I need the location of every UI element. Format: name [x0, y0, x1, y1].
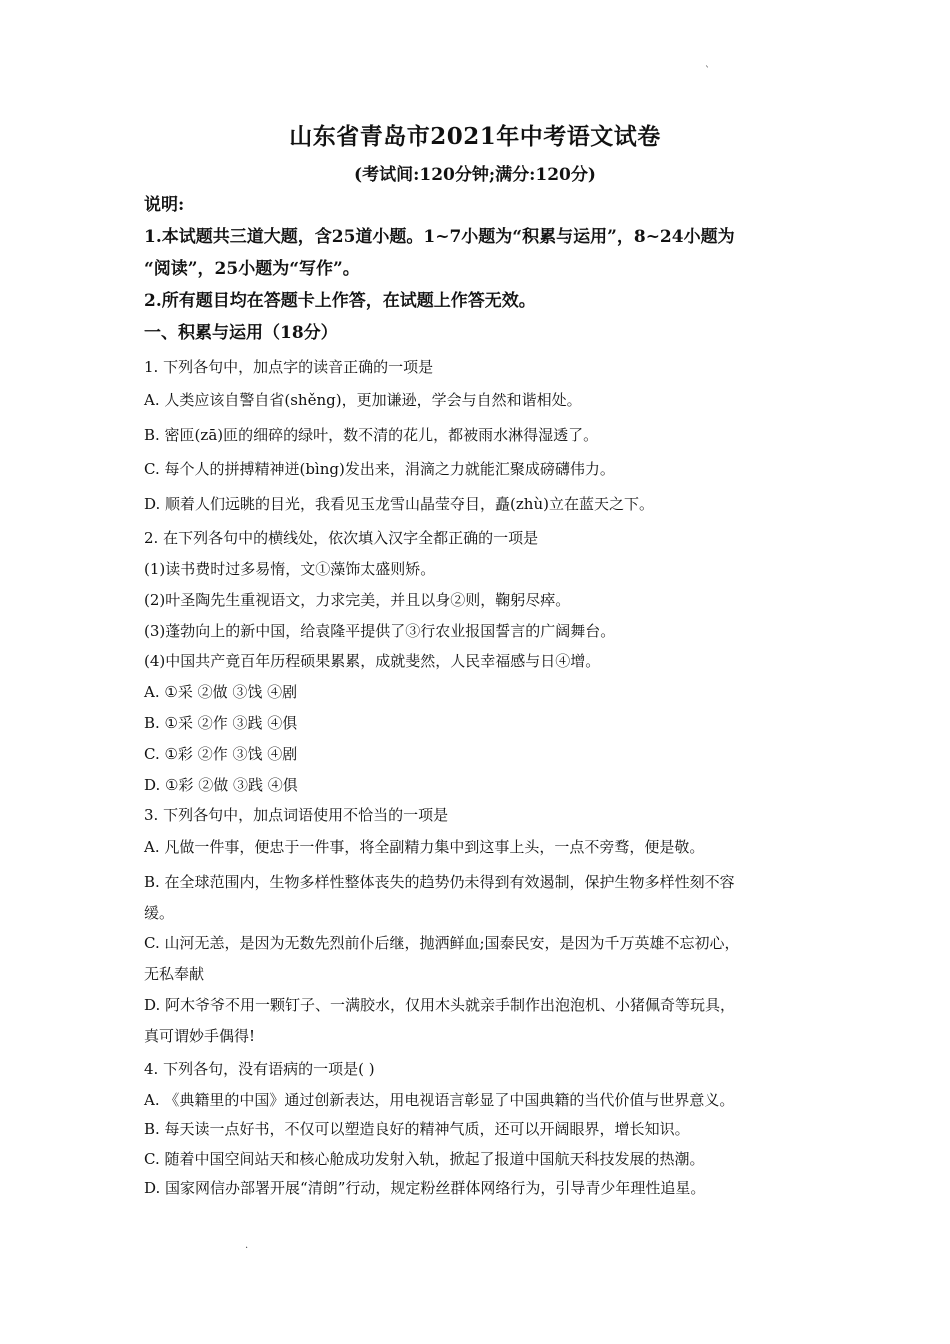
answer-option: A. 凡做一件事，便忠于一件事，将全副精力集中到这事上头，一点不旁骛，便是敬。 — [144, 838, 705, 856]
question-stem: 2. 在下列各句中的横线处，依次填入汉字全都正确的一项是 — [144, 529, 539, 547]
answer-option: B. 密匝(zā)匝的细碎的绿叶，数不清的花儿，都被雨水淋得湿透了。 — [144, 426, 599, 444]
top-mark: ` — [705, 66, 710, 77]
exam-title: 山东省青岛市2021年中考语文试卷 — [289, 123, 661, 150]
answer-option: D. 顺着人们远眺的目光，我看见玉龙雪山晶莹夺目，矗(zhù)立在蓝天之下。 — [144, 495, 654, 513]
instructions-heading: 说明: — [144, 195, 185, 215]
answer-option: D. ①彩 ②做 ③践 ④俱 — [144, 776, 298, 794]
answer-option: B. 每天读一点好书，不仅可以塑造良好的精神气质，还可以开阔眼界，增长知识。 — [144, 1120, 690, 1138]
answer-option: C. 山河无恙，是因为无数先烈前仆后继，抛洒鲜血;国泰民安，是因为千万英雄不忘初心， — [144, 934, 740, 952]
answer-option: D. 阿木爷爷不用一颗钉子、一满胶水，仅用木头就亲手制作出泡泡机、小猪佩奇等玩具， — [144, 996, 736, 1014]
question-stem: 3. 下列各句中，加点词语使用不恰当的一项是 — [144, 806, 449, 824]
exam-subtitle: (考试间:120分钟;满分:120分) — [354, 165, 596, 185]
sentence-item: (3)蓬勃向上的新中国，给袁隆平提供了③行农业报国誓言的广阔舞台。 — [144, 622, 616, 640]
sentence-item: (4)中国共产竟百年历程硕果累累，成就斐然，人民幸福感与日④增。 — [144, 652, 601, 670]
answer-option-continued: 真可谓妙手偶得! — [144, 1027, 256, 1045]
bottom-mark: . — [245, 1240, 249, 1251]
answer-option: A. 人类应该自警自省(shěng)，更加谦逊，学会与自然和谐相处。 — [144, 391, 582, 409]
instruction-line: 2.所有题目均在答题卡上作答，在试题上作答无效。 — [144, 291, 536, 311]
answer-option: C. ①彩 ②作 ③饯 ④剧 — [144, 745, 298, 763]
answer-option-continued: 无私奉献 — [144, 965, 205, 983]
section-heading: 一、积累与运用（18分） — [144, 323, 338, 343]
answer-option: A. ①采 ②做 ③饯 ④剧 — [144, 683, 298, 701]
sentence-item: (2)叶圣陶先生重视语文，力求完美，并且以身②则，鞠躬尽瘁。 — [144, 591, 571, 609]
answer-option: B. ①采 ②作 ③践 ④俱 — [144, 714, 298, 732]
answer-option-continued: 缓。 — [144, 904, 175, 922]
answer-option: D. 国家网信办部署开展“清朗”行动，规定粉丝群体网络行为，引导青少年理性追星。 — [144, 1179, 706, 1197]
answer-option: C. 随着中国空间站天和核心舱成功发射入轨，掀起了报道中国航天科技发展的热潮。 — [144, 1150, 705, 1168]
answer-option: A. 《典籍里的中国》通过创新表达，用电视语言彰显了中国典籍的当代价值与世界意义。 — [144, 1091, 735, 1109]
answer-option: C. 每个人的拼搏精神迸(bìng)发出来，涓滴之力就能汇聚成磅礴伟力。 — [144, 460, 615, 478]
answer-option: B. 在全球范围内，生物多样性整体丧失的趋势仍未得到有效遏制，保护生物多样性刻不容 — [144, 873, 735, 891]
sentence-item: (1)读书费时过多易惰，文①藻饰太盛则矫。 — [144, 560, 436, 578]
question-stem: 4. 下列各句，没有语病的一项是( ) — [144, 1060, 375, 1078]
question-stem: 1. 下列各句中，加点字的读音正确的一项是 — [144, 358, 434, 376]
instruction-line: “阅读”，25小题为“写作”。 — [144, 259, 360, 279]
instruction-line: 1.本试题共三道大题，含25道小题。1~7小题为“积累与运用”，8~24小题为 — [144, 227, 735, 247]
